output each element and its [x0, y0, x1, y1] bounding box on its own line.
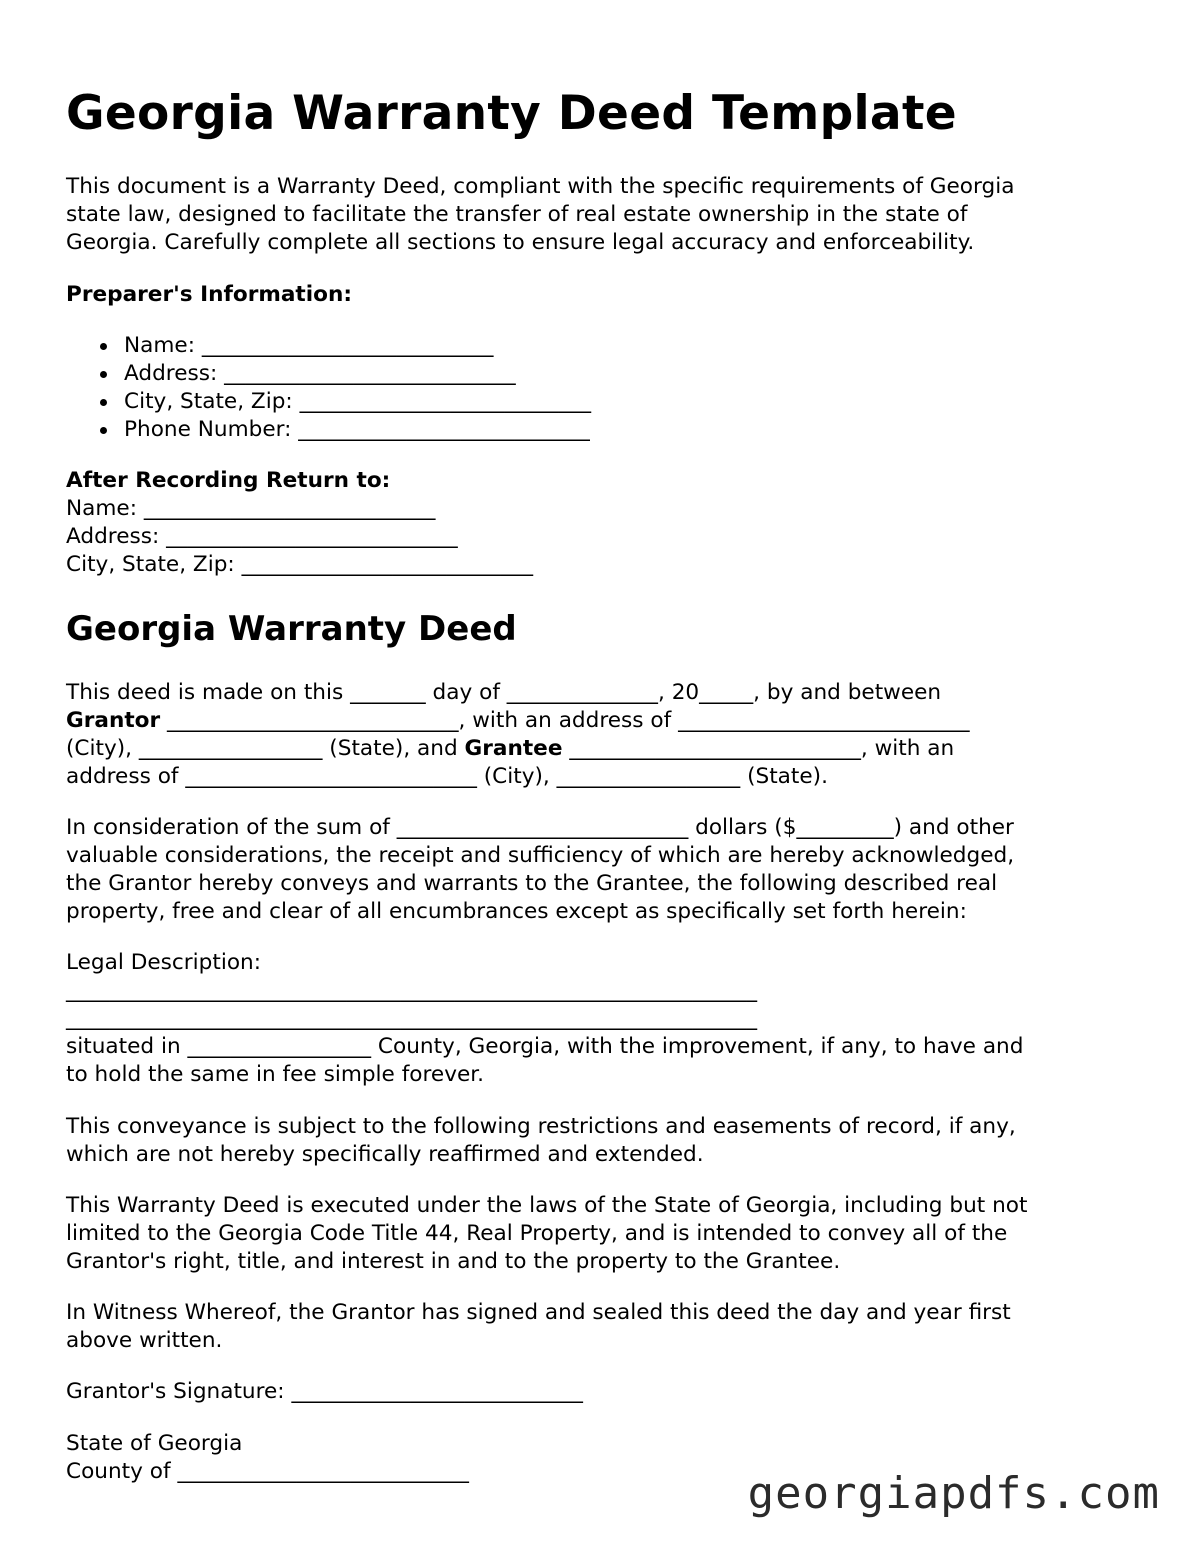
page-title: Georgia Warranty Deed Template — [66, 86, 957, 141]
parties-line: address of ___________________________ (City), _________________ (State). — [66, 764, 828, 789]
restrictions-line: This conveyance is subject to the following restrictions and easements of record, if any, — [66, 1114, 1016, 1139]
intro-line: Georgia. Carefully complete all sections to ensure legal accuracy and enforceability. — [66, 230, 975, 255]
parties-line — [66, 735, 970, 763]
witness-line: above written. — [66, 1328, 223, 1353]
witness-paragraph — [66, 1299, 1011, 1355]
legal-description-label: Legal Description: — [66, 950, 261, 975]
legal-description-paragraph — [66, 949, 1023, 1089]
notary-state: State of Georgia — [66, 1431, 243, 1456]
preparer-heading: Preparer's Information: — [66, 282, 353, 307]
return-city-state-zip-field: City, State, Zip: ___________________________ — [66, 552, 534, 577]
consideration-paragraph — [66, 814, 1014, 926]
restrictions-paragraph — [66, 1113, 1016, 1169]
preparer-address-field: Address: ___________________________ — [66, 360, 591, 388]
preparer-list — [66, 332, 591, 444]
consideration-line: property, free and clear of all encumbrances except as specifically set forth herein: — [66, 899, 967, 924]
parties-line: This deed is made on this _______ day of ______________, 20_____, by and between — [66, 680, 942, 705]
deed-heading: Georgia Warranty Deed — [66, 609, 517, 649]
return-to-block — [66, 467, 533, 579]
restrictions-line: which are not hereby specifically reaffirmed and extended. — [66, 1142, 704, 1167]
legal-description-line: situated in _________________ County, Georgia, with the improvement, if any, to have and — [66, 1034, 1024, 1059]
witness-line: In Witness Whereof, the Grantor has signed and sealed this deed the day and year first — [66, 1300, 1011, 1325]
preparer-city-state-zip-field: City, State, Zip: ___________________________ — [66, 388, 591, 416]
site-watermark: georgiapdfs.com — [747, 1468, 1160, 1519]
laws-line: Grantor's right, title, and interest in and to the property to the Grantee. — [66, 1249, 841, 1274]
notary-block — [66, 1430, 469, 1486]
grantor-label: Grantor — [66, 708, 161, 733]
intro-line: state law, designed to facilitate the transfer of real estate ownership in the state of — [66, 202, 968, 227]
return-name-field: Name: ___________________________ — [66, 496, 436, 521]
grantor-city-state: (City), _________________ (State), and — [66, 736, 465, 761]
return-to-heading: After Recording Return to: — [66, 468, 391, 493]
consideration-line: the Grantor hereby conveys and warrants to the Grantee, the following described real — [66, 871, 998, 896]
grantor-field: ___________________________, with an address of ___________________________ — [160, 708, 970, 733]
grantee-field: ___________________________, with an — [562, 736, 955, 761]
preparer-name-field: Name: ___________________________ — [66, 332, 591, 360]
return-address-field: Address: ___________________________ — [66, 524, 458, 549]
legal-description-line: to hold the same in fee simple forever. — [66, 1062, 485, 1087]
legal-description-blank: ________________________________________________________________ — [66, 978, 757, 1003]
consideration-line: valuable considerations, the receipt and sufficiency of which are hereby acknowledged, — [66, 843, 1015, 868]
laws-line: limited to the Georgia Code Title 44, Real Property, and is intended to convey all of the — [66, 1221, 1008, 1246]
laws-paragraph — [66, 1192, 1027, 1276]
consideration-line: In consideration of the sum of ___________________________ dollars ($_________) and other — [66, 815, 1014, 840]
grantor-signature-field: Grantor's Signature: ___________________________ — [66, 1379, 583, 1404]
intro-paragraph — [66, 173, 1014, 257]
parties-line — [66, 707, 970, 735]
notary-county-field: County of ___________________________ — [66, 1459, 469, 1484]
legal-description-blank: ________________________________________________________________ — [66, 1006, 757, 1031]
parties-paragraph — [66, 679, 970, 791]
laws-line: This Warranty Deed is executed under the laws of the State of Georgia, including but not — [66, 1193, 1028, 1218]
preparer-phone-field: Phone Number: ___________________________ — [66, 416, 591, 444]
grantee-label: Grantee — [464, 736, 563, 761]
intro-line: This document is a Warranty Deed, compliant with the specific requirements of Georgia — [66, 174, 1015, 199]
